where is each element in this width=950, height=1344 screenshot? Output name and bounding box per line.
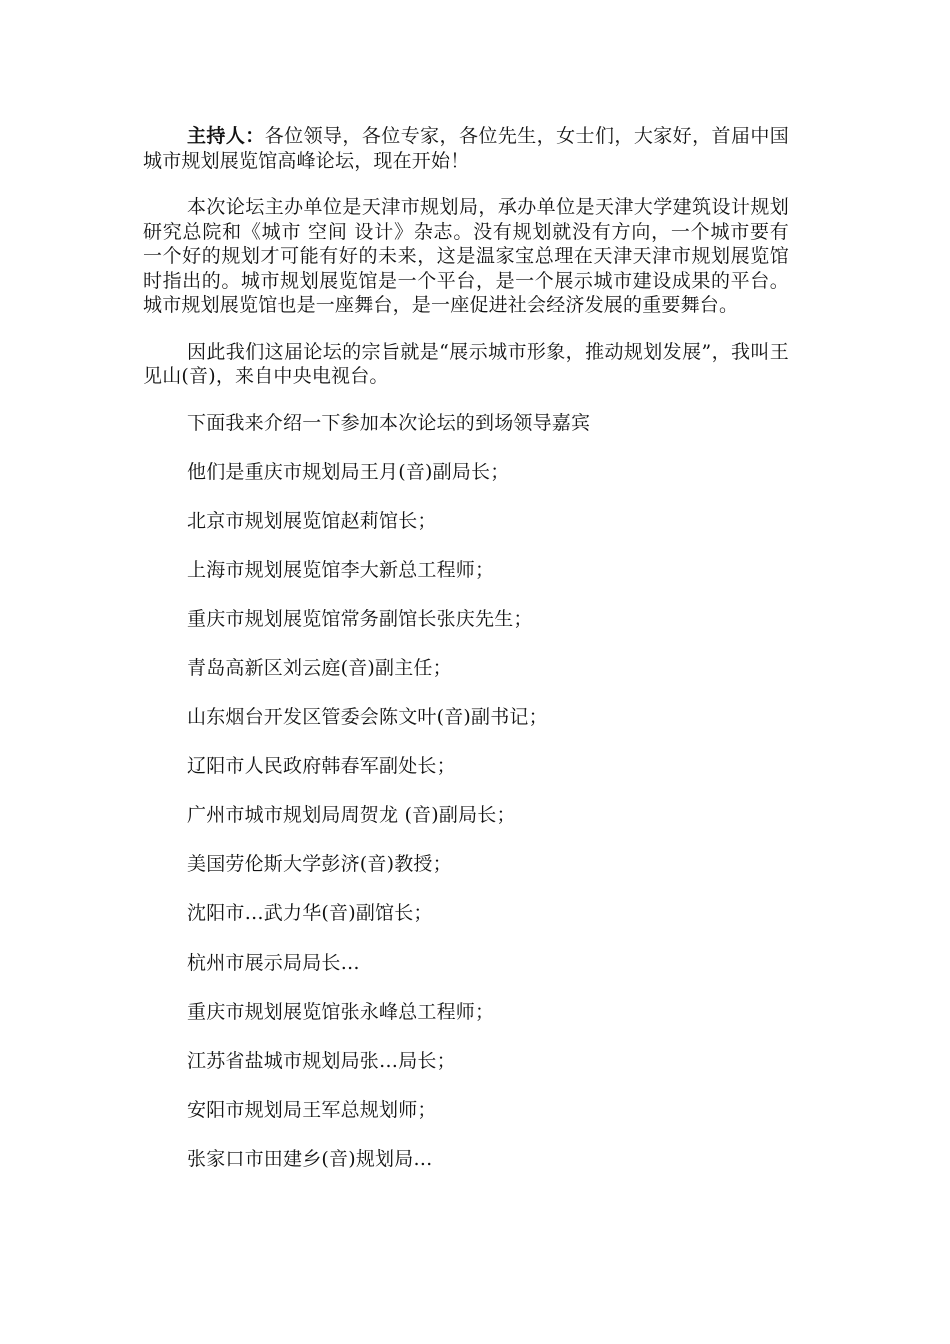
speaker-label: 主持人： bbox=[187, 125, 265, 147]
guest-line: 江苏省盐城市规划局张…局长； bbox=[187, 1049, 456, 1072]
guest-line: 美国劳伦斯大学彭济(音)教授； bbox=[187, 853, 452, 876]
guest-line: 青岛高新区刘云庭(音)副主任； bbox=[187, 656, 452, 679]
guest-line: 上海市规划展览馆李大新总工程师； bbox=[187, 558, 495, 581]
organizer-paragraph: 本次论坛主办单位是天津市规划局，承办单位是天津大学建筑设计规划研究总院和《城市 空间 设计》杂志。没有规划就没有方向，一个城市要有一个好的规划才可能有好的未来，这是温家宝总理在天津天津市规划展览馆时指出的。城市规划展览馆是一个平台，是一个展示城市建设成果的平台。城市规划展览馆也是一座舞台，是一座促进社会经济发展的重要舞台。 bbox=[143, 196, 789, 316]
guest-line: 安阳市规划局王军总规划师； bbox=[187, 1098, 437, 1121]
guest-line: 杭州市展示局局长… bbox=[187, 951, 360, 974]
purpose-paragraph: 因此我们这届论坛的宗旨就是“展示城市形象，推动规划发展”，我叫王见山(音)，来自中央电视台。 bbox=[143, 340, 789, 387]
intro-paragraph bbox=[143, 124, 789, 173]
guest-line: 辽阳市人民政府韩春军副处长； bbox=[187, 755, 456, 778]
guest-intro-line: 下面我来介绍一下参加本次论坛的到场领导嘉宾 bbox=[187, 411, 591, 434]
guest-line: 广州市城市规划局周贺龙 (音)副局长； bbox=[187, 804, 516, 827]
guest-line: 北京市规划展览馆赵莉馆长； bbox=[187, 509, 437, 532]
intro-text: 各位领导，各位专家，各位先生，女士们，大家好，首届中国城市规划展览馆高峰论坛，现在开始！ bbox=[143, 125, 789, 172]
guest-line: 沈阳市…武力华(音)副馆长； bbox=[187, 902, 433, 925]
guest-line: 张家口市田建乡(音)规划局… bbox=[187, 1147, 433, 1170]
document-body bbox=[143, 124, 789, 1196]
guest-line: 重庆市规划展览馆常务副馆长张庆先生； bbox=[187, 607, 533, 630]
guest-line: 重庆市规划展览馆张永峰总工程师； bbox=[187, 1000, 495, 1023]
guest-line: 他们是重庆市规划局王月(音)副局长； bbox=[187, 460, 510, 483]
guest-line: 山东烟台开发区管委会陈文叶(音)副书记； bbox=[187, 706, 548, 729]
